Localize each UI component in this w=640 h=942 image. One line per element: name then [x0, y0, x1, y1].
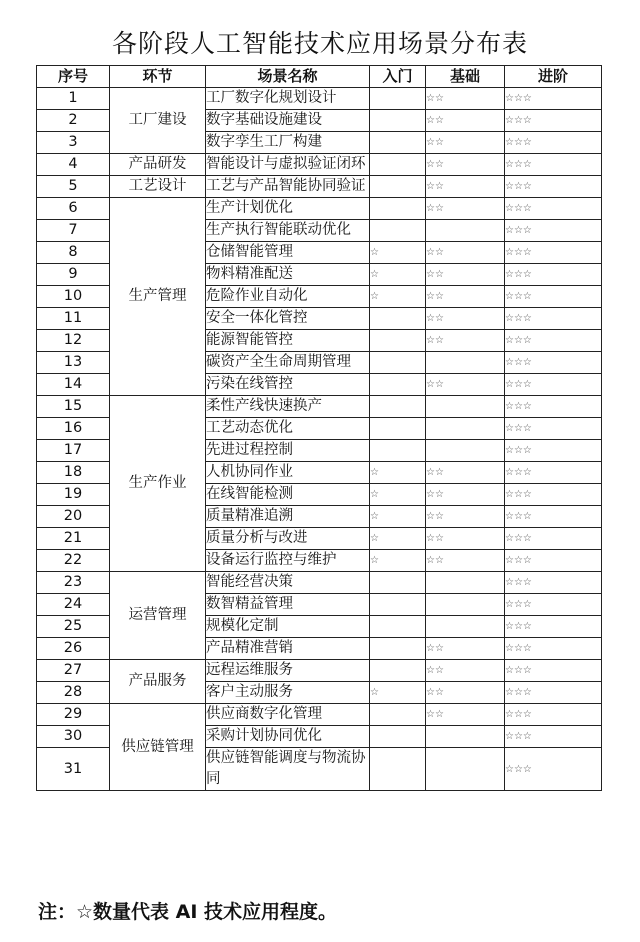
advanced-stars: ☆☆☆ [505, 176, 602, 198]
basic-stars [426, 572, 505, 594]
scenario-name: 柔性产线快速换产 [206, 396, 370, 418]
basic-stars: ☆☆ [426, 198, 505, 220]
advanced-stars: ☆☆☆ [505, 616, 602, 638]
entry-stars: ☆ [370, 462, 426, 484]
row-number: 8 [37, 242, 110, 264]
scenario-name: 生产计划优化 [206, 198, 370, 220]
basic-stars [426, 418, 505, 440]
basic-stars [426, 440, 505, 462]
scenario-name: 危险作业自动化 [206, 286, 370, 308]
entry-stars: ☆ [370, 506, 426, 528]
entry-stars [370, 418, 426, 440]
basic-stars: ☆☆ [426, 638, 505, 660]
entry-stars: ☆ [370, 242, 426, 264]
advanced-stars: ☆☆☆ [505, 88, 602, 110]
basic-stars: ☆☆ [426, 462, 505, 484]
advanced-stars: ☆☆☆ [505, 572, 602, 594]
row-number: 17 [37, 440, 110, 462]
advanced-stars: ☆☆☆ [505, 264, 602, 286]
entry-stars [370, 198, 426, 220]
stage-cell: 产品服务 [110, 660, 206, 704]
basic-stars [426, 220, 505, 242]
advanced-stars: ☆☆☆ [505, 286, 602, 308]
basic-stars: ☆☆ [426, 132, 505, 154]
basic-stars: ☆☆ [426, 308, 505, 330]
entry-stars [370, 726, 426, 748]
scenario-name: 碳资产全生命周期管理 [206, 352, 370, 374]
advanced-stars: ☆☆☆ [505, 220, 602, 242]
row-number: 13 [37, 352, 110, 374]
scenario-name: 工艺动态优化 [206, 418, 370, 440]
row-number: 6 [37, 198, 110, 220]
advanced-stars: ☆☆☆ [505, 308, 602, 330]
row-number: 31 [37, 748, 110, 791]
row-number: 4 [37, 154, 110, 176]
entry-stars [370, 308, 426, 330]
entry-stars [370, 748, 426, 791]
scenario-name: 工厂数字化规划设计 [206, 88, 370, 110]
row-number: 21 [37, 528, 110, 550]
advanced-stars: ☆☆☆ [505, 550, 602, 572]
advanced-stars: ☆☆☆ [505, 682, 602, 704]
row-number: 16 [37, 418, 110, 440]
row-number: 25 [37, 616, 110, 638]
row-number: 15 [37, 396, 110, 418]
entry-stars [370, 638, 426, 660]
basic-stars: ☆☆ [426, 264, 505, 286]
row-number: 18 [37, 462, 110, 484]
row-number: 5 [37, 176, 110, 198]
entry-stars: ☆ [370, 264, 426, 286]
table-row [37, 176, 602, 198]
entry-stars [370, 572, 426, 594]
row-number: 26 [37, 638, 110, 660]
row-number: 19 [37, 484, 110, 506]
entry-stars [370, 396, 426, 418]
advanced-stars: ☆☆☆ [505, 748, 602, 791]
row-number: 29 [37, 704, 110, 726]
table-row [37, 704, 602, 726]
table-row [37, 154, 602, 176]
stage-cell: 供应链管理 [110, 704, 206, 791]
basic-stars: ☆☆ [426, 506, 505, 528]
entry-stars [370, 594, 426, 616]
basic-stars: ☆☆ [426, 374, 505, 396]
scenario-name: 质量精准追溯 [206, 506, 370, 528]
stage-cell: 工厂建设 [110, 88, 206, 154]
advanced-stars: ☆☆☆ [505, 704, 602, 726]
table-row [37, 660, 602, 682]
scenario-name: 采购计划协同优化 [206, 726, 370, 748]
table-row [37, 88, 602, 110]
page-title: 各阶段人工智能技术应用场景分布表 [111, 29, 528, 58]
scenario-name: 设备运行监控与维护 [206, 550, 370, 572]
scenario-name: 产品精准营销 [206, 638, 370, 660]
row-number: 30 [37, 726, 110, 748]
table-row [37, 572, 602, 594]
basic-stars: ☆☆ [426, 286, 505, 308]
basic-stars: ☆☆ [426, 242, 505, 264]
basic-stars: ☆☆ [426, 110, 505, 132]
scenario-name: 供应链智能调度与物流协同 [206, 748, 370, 791]
entry-stars [370, 154, 426, 176]
entry-stars [370, 110, 426, 132]
advanced-stars: ☆☆☆ [505, 506, 602, 528]
basic-stars: ☆☆ [426, 528, 505, 550]
basic-stars [426, 748, 505, 791]
scenario-name: 污染在线管控 [206, 374, 370, 396]
scenario-name: 智能设计与虚拟验证闭环 [206, 154, 370, 176]
row-number: 3 [37, 132, 110, 154]
row-number: 20 [37, 506, 110, 528]
table-row [37, 396, 602, 418]
scenario-name: 在线智能检测 [206, 484, 370, 506]
scenario-name: 规模化定制 [206, 616, 370, 638]
entry-stars [370, 440, 426, 462]
basic-stars: ☆☆ [426, 176, 505, 198]
entry-stars [370, 220, 426, 242]
row-number: 10 [37, 286, 110, 308]
advanced-stars: ☆☆☆ [505, 440, 602, 462]
basic-stars [426, 594, 505, 616]
scenario-name: 工艺与产品智能协同验证 [206, 176, 370, 198]
row-number: 9 [37, 264, 110, 286]
row-number: 7 [37, 220, 110, 242]
advanced-stars: ☆☆☆ [505, 594, 602, 616]
advanced-stars: ☆☆☆ [505, 462, 602, 484]
basic-stars: ☆☆ [426, 330, 505, 352]
basic-stars: ☆☆ [426, 154, 505, 176]
entry-stars [370, 374, 426, 396]
row-number: 1 [37, 88, 110, 110]
scenario-name: 生产执行智能联动优化 [206, 220, 370, 242]
header-entry: 入门 [370, 66, 426, 88]
scenario-name: 数字基础设施建设 [206, 110, 370, 132]
scenario-name: 物料精准配送 [206, 264, 370, 286]
scenario-name: 人机协同作业 [206, 462, 370, 484]
advanced-stars: ☆☆☆ [505, 242, 602, 264]
basic-stars: ☆☆ [426, 704, 505, 726]
stage-cell: 生产作业 [110, 396, 206, 572]
row-number: 12 [37, 330, 110, 352]
row-number: 14 [37, 374, 110, 396]
basic-stars: ☆☆ [426, 484, 505, 506]
header-advanced: 进阶 [505, 66, 602, 88]
entry-stars: ☆ [370, 528, 426, 550]
basic-stars: ☆☆ [426, 88, 505, 110]
header-stage: 环节 [110, 66, 206, 88]
scenario-name: 能源智能管控 [206, 330, 370, 352]
footnote: 注：☆数量代表 AI 技术应用程度。 [38, 901, 338, 923]
entry-stars: ☆ [370, 682, 426, 704]
row-number: 2 [37, 110, 110, 132]
scenario-table [36, 65, 602, 791]
row-number: 11 [37, 308, 110, 330]
scenario-name: 数智精益管理 [206, 594, 370, 616]
basic-stars [426, 396, 505, 418]
basic-stars [426, 352, 505, 374]
advanced-stars: ☆☆☆ [505, 374, 602, 396]
advanced-stars: ☆☆☆ [505, 330, 602, 352]
stage-cell: 生产管理 [110, 198, 206, 396]
advanced-stars: ☆☆☆ [505, 396, 602, 418]
row-number: 27 [37, 660, 110, 682]
header-basic: 基础 [426, 66, 505, 88]
scenario-name: 客户主动服务 [206, 682, 370, 704]
advanced-stars: ☆☆☆ [505, 484, 602, 506]
stage-cell: 工艺设计 [110, 176, 206, 198]
entry-stars [370, 352, 426, 374]
advanced-stars: ☆☆☆ [505, 132, 602, 154]
advanced-stars: ☆☆☆ [505, 660, 602, 682]
table-row [37, 198, 602, 220]
row-number: 28 [37, 682, 110, 704]
scenario-name: 远程运维服务 [206, 660, 370, 682]
scenario-name: 安全一体化管控 [206, 308, 370, 330]
header-scenario: 场景名称 [206, 66, 370, 88]
entry-stars: ☆ [370, 484, 426, 506]
scenario-name: 供应商数字化管理 [206, 704, 370, 726]
entry-stars [370, 660, 426, 682]
stage-cell: 产品研发 [110, 154, 206, 176]
advanced-stars: ☆☆☆ [505, 528, 602, 550]
scenario-name: 质量分析与改进 [206, 528, 370, 550]
entry-stars [370, 176, 426, 198]
stage-cell: 运营管理 [110, 572, 206, 660]
basic-stars [426, 616, 505, 638]
row-number: 24 [37, 594, 110, 616]
scenario-name: 仓储智能管理 [206, 242, 370, 264]
advanced-stars: ☆☆☆ [505, 638, 602, 660]
header-index: 序号 [37, 66, 110, 88]
advanced-stars: ☆☆☆ [505, 110, 602, 132]
entry-stars [370, 330, 426, 352]
basic-stars: ☆☆ [426, 682, 505, 704]
entry-stars [370, 88, 426, 110]
basic-stars [426, 726, 505, 748]
advanced-stars: ☆☆☆ [505, 154, 602, 176]
entry-stars: ☆ [370, 286, 426, 308]
basic-stars: ☆☆ [426, 550, 505, 572]
entry-stars [370, 616, 426, 638]
scenario-name: 数字孪生工厂构建 [206, 132, 370, 154]
scenario-name: 智能经营决策 [206, 572, 370, 594]
entry-stars: ☆ [370, 550, 426, 572]
header-row [37, 66, 602, 88]
row-number: 23 [37, 572, 110, 594]
advanced-stars: ☆☆☆ [505, 726, 602, 748]
advanced-stars: ☆☆☆ [505, 418, 602, 440]
row-number: 22 [37, 550, 110, 572]
advanced-stars: ☆☆☆ [505, 198, 602, 220]
advanced-stars: ☆☆☆ [505, 352, 602, 374]
scenario-name: 先进过程控制 [206, 440, 370, 462]
entry-stars [370, 132, 426, 154]
entry-stars [370, 704, 426, 726]
basic-stars: ☆☆ [426, 660, 505, 682]
